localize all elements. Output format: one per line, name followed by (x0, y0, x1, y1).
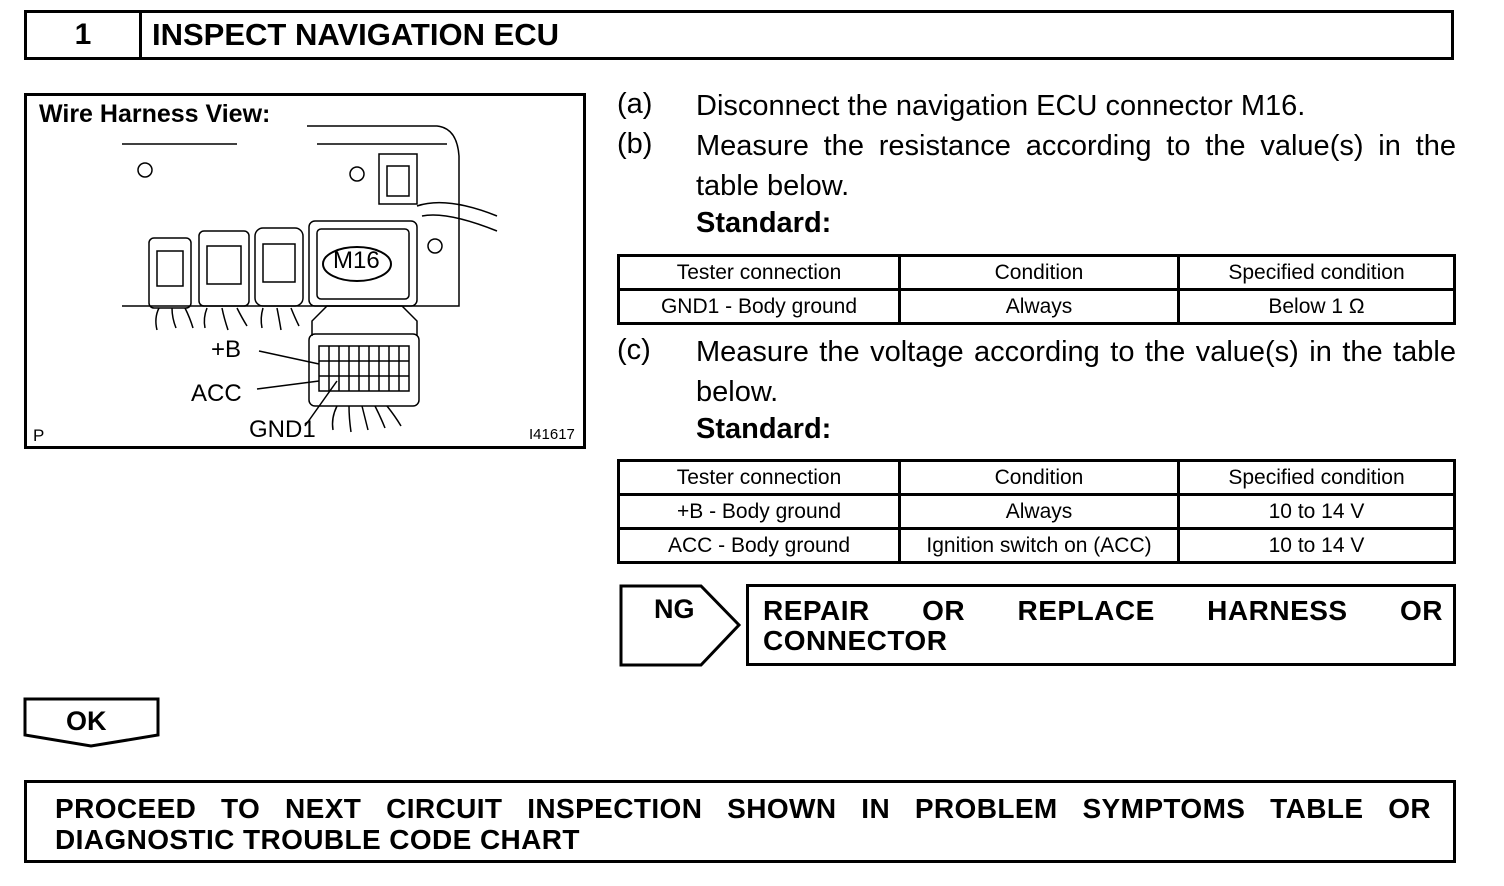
ecu-connector-drawing (27, 96, 583, 446)
table-header-row (619, 461, 1455, 495)
step-a-text: Disconnect the navigation ECU connector M16. (696, 90, 1306, 122)
proceed-box (24, 780, 1456, 863)
table-cell: 10 to 14 V (1179, 495, 1455, 529)
step-b-text: Measure the resistance according to the value(s) in the table below. (696, 130, 1456, 202)
table-cell: +B - Body ground (619, 495, 900, 529)
standard-label-c: Standard: (696, 413, 832, 445)
table-cell: Ignition switch on (ACC) (900, 529, 1179, 563)
ng-action-line2: CONNECTOR (763, 625, 948, 656)
table-cell: Always (900, 495, 1179, 529)
step-c-text: Measure the voltage according to the value(s) in the table below. (696, 336, 1456, 408)
header-cell: Tester connection (619, 256, 900, 290)
header-cell: Specified condition (1179, 461, 1455, 495)
header-cell: Condition (900, 461, 1179, 495)
illustration-title: Wire Harness View: (39, 100, 271, 128)
wire-harness-illustration (24, 93, 586, 449)
ng-label: NG (654, 594, 695, 624)
table-row (619, 290, 1455, 324)
step-title: INSPECT NAVIGATION ECU (152, 17, 560, 52)
voltage-table (617, 459, 1456, 564)
table-cell: 10 to 14 V (1179, 529, 1455, 563)
table-row (619, 495, 1455, 529)
step-number: 1 (27, 13, 142, 57)
ng-action-line1: REPAIR OR REPLACE HARNESS OR (763, 595, 1443, 626)
table-header-row (619, 256, 1455, 290)
table-cell: ACC - Body ground (619, 529, 900, 563)
connector-m16-label: M16 (333, 247, 380, 274)
corner-mark: P (33, 426, 45, 445)
standard-label-b: Standard: (696, 207, 832, 239)
step-c-letter: (c) (617, 334, 651, 366)
header-cell: Tester connection (619, 461, 900, 495)
step-b-letter: (b) (617, 128, 653, 160)
proceed-line2: DIAGNOSTIC TROUBLE CODE CHART (55, 824, 580, 855)
acc-terminal-label: ACC (191, 380, 242, 407)
proceed-line1: PROCEED TO NEXT CIRCUIT INSPECTION SHOWN IN PROBLEM SYMPTOMS TABLE OR (55, 793, 1431, 824)
ok-label: OK (66, 706, 107, 736)
plus-b-terminal-label: +B (211, 336, 242, 363)
header-cell: Condition (900, 256, 1179, 290)
header-cell: Specified condition (1179, 256, 1455, 290)
step-header (24, 10, 1454, 60)
resistance-table (617, 254, 1456, 325)
table-cell: GND1 - Body ground (619, 290, 900, 324)
ng-action-box (746, 584, 1456, 666)
figure-id: I41617 (529, 426, 575, 443)
table-row (619, 529, 1455, 563)
table-cell: Below 1 Ω (1179, 290, 1455, 324)
gnd1-terminal-label: GND1 (249, 416, 316, 443)
table-cell: Always (900, 290, 1179, 324)
step-a-letter: (a) (617, 88, 653, 120)
